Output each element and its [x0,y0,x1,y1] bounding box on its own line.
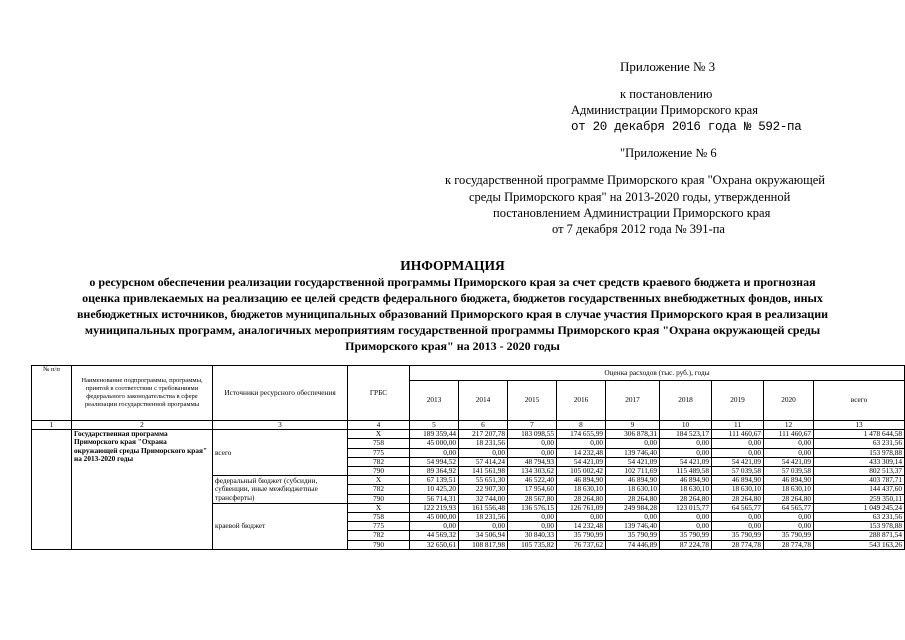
total-value-cell: 1 478 644,58 [814,430,905,439]
value-cell: 57 414,24 [459,457,508,466]
total-value-cell: 144 437,60 [814,485,905,494]
header-grbs: ГРБС [348,366,410,421]
title-line-2: оценка привлекаемых на реализацию ее целей средств федерального бюджета, бюджетов государственных внебюджетных фондов, иных [82,291,823,305]
value-cell: 74 446,89 [606,540,660,549]
column-number: 3 [213,421,348,430]
value-cell: 111 460,67 [764,430,814,439]
value-cell: 28 567,80 [508,494,557,503]
title-line-1: о ресурсном обеспечении реализации государственной программы Приморского края за счет средств краевого бюджета и прогнозная [89,275,816,289]
value-cell: 184 523,17 [660,430,712,439]
grbs-cell: 790 [348,540,410,549]
value-cell: 183 098,55 [508,430,557,439]
header-year: 2019 [712,381,764,421]
value-cell: 28 774,78 [764,540,814,549]
value-cell: 0,00 [660,522,712,531]
program-ref-line-3: постановлением Администрации Приморского края [493,206,771,220]
value-cell: 28 774,78 [712,540,764,549]
decree-ref-label: к постановлению [620,87,713,101]
grbs-cell: 782 [348,485,410,494]
value-cell: 46 894,90 [712,476,764,485]
grbs-cell: 782 [348,457,410,466]
value-cell: 56 714,31 [410,494,459,503]
column-number: 1 [32,421,72,430]
value-cell: 0,00 [764,448,814,457]
column-number: 12 [764,421,814,430]
value-cell: 46 894,90 [557,476,606,485]
grbs-cell: 775 [348,448,410,457]
value-cell: 89 364,92 [410,467,459,476]
value-cell: 18 630,10 [606,485,660,494]
header-year: 2013 [410,381,459,421]
value-cell: 46 894,90 [764,476,814,485]
value-cell: 0,00 [712,439,764,448]
title-line-4: муниципальных программ, аналогичных мероприятиям государственной программы Приморского края "Охрана окружающей среды [84,323,821,337]
value-cell: 0,00 [712,513,764,522]
total-value-cell: 802 513,37 [814,467,905,476]
value-cell: 139 746,40 [606,522,660,531]
value-cell: 0,00 [660,513,712,522]
appendix-3-label: Приложение № 3 [620,59,716,74]
value-cell: 57 039,58 [764,467,814,476]
value-cell: 28 264,80 [606,494,660,503]
header-year: 2020 [764,381,814,421]
value-cell: 18 630,10 [557,485,606,494]
value-cell: 22 907,30 [459,485,508,494]
value-cell: 18 630,10 [764,485,814,494]
grbs-cell: X [348,503,410,512]
source-federal-cell: федеральный бюджет (субсидии, субвенции, иные межбюджетные трансферты) [213,476,348,504]
value-cell: 54 421,09 [606,457,660,466]
total-value-cell: 288 871,54 [814,531,905,540]
header-funding-source: Источники ресурсного обеспечения [213,366,348,421]
grbs-cell: 758 [348,439,410,448]
value-cell: 0,00 [459,448,508,457]
value-cell: 30 840,33 [508,531,557,540]
value-cell: 0,00 [606,439,660,448]
program-ref-line-2: среды Приморского края" на 2013-2020 годы, утвержденной [469,190,791,204]
value-cell: 87 224,78 [660,540,712,549]
value-cell: 174 655,99 [557,430,606,439]
value-cell: 32 650,61 [410,540,459,549]
value-cell: 28 264,80 [764,494,814,503]
total-value-cell: 259 350,11 [814,494,905,503]
value-cell: 54 421,09 [660,457,712,466]
header-year: 2017 [606,381,660,421]
value-cell: 55 651,30 [459,476,508,485]
value-cell: 35 790,99 [764,531,814,540]
value-cell: 54 421,09 [764,457,814,466]
value-cell: 10 425,20 [410,485,459,494]
column-number: 4 [348,421,410,430]
value-cell: 105 002,42 [557,467,606,476]
total-value-cell: 1 049 245,24 [814,503,905,512]
header-year: 2018 [660,381,712,421]
value-cell: 134 303,62 [508,467,557,476]
value-cell: 0,00 [712,522,764,531]
value-cell: 34 506,94 [459,531,508,540]
value-cell: 35 790,99 [660,531,712,540]
grbs-cell: 775 [348,522,410,531]
value-cell: 17 954,60 [508,485,557,494]
value-cell: 0,00 [508,522,557,531]
value-cell: 18 231,56 [459,513,508,522]
value-cell: 67 139,51 [410,476,459,485]
column-number: 8 [557,421,606,430]
header-number: № п/п [32,366,72,421]
value-cell: 57 039,58 [712,467,764,476]
value-cell: 0,00 [557,513,606,522]
value-cell: 161 556,48 [459,503,508,512]
value-cell: 18 231,56 [459,439,508,448]
value-cell: 28 264,80 [660,494,712,503]
value-cell: 0,00 [410,448,459,457]
value-cell: 46 894,90 [606,476,660,485]
total-value-cell: 153 978,88 [814,448,905,457]
value-cell: 64 565,77 [712,503,764,512]
value-cell: 0,00 [660,439,712,448]
document-title: ИНФОРМАЦИЯ [400,258,505,273]
column-number: 5 [410,421,459,430]
decree-date-stamp: от 20 декабря 2016 года № 592-па [571,120,802,134]
grbs-cell: 782 [348,531,410,540]
value-cell: 0,00 [557,439,606,448]
value-cell: 18 630,10 [660,485,712,494]
value-cell: 35 790,99 [557,531,606,540]
value-cell: 105 735,82 [508,540,557,549]
value-cell: 48 794,93 [508,457,557,466]
grbs-cell: 790 [348,467,410,476]
header-year: 2015 [508,381,557,421]
value-cell: 122 219,93 [410,503,459,512]
grbs-cell: 758 [348,513,410,522]
value-cell: 217 207,78 [459,430,508,439]
grbs-cell: X [348,430,410,439]
grbs-cell: 790 [348,494,410,503]
source-total-cell: всего [213,430,348,476]
source-regional-cell: краевой бюджет [213,503,348,549]
value-cell: 111 460,67 [712,430,764,439]
column-number: 2 [72,421,213,430]
column-number: 10 [660,421,712,430]
column-number: 13 [814,421,905,430]
value-cell: 108 817,98 [459,540,508,549]
header-estimate: Оценка расходов (тыс. руб.), годы [410,366,905,381]
value-cell: 54 994,52 [410,457,459,466]
value-cell: 32 744,00 [459,494,508,503]
value-cell: 123 015,77 [660,503,712,512]
value-cell: 0,00 [660,448,712,457]
header-total: всего [814,381,905,421]
value-cell: 141 561,98 [459,467,508,476]
appendix-6-label: "Приложение № 6 [620,146,717,160]
table-row [32,430,905,439]
value-cell: 136 576,15 [508,503,557,512]
value-cell: 45 000,00 [410,513,459,522]
value-cell: 249 984,28 [606,503,660,512]
value-cell: 14 232,48 [557,448,606,457]
value-cell: 35 790,99 [712,531,764,540]
value-cell: 28 264,80 [712,494,764,503]
resource-table [31,365,905,550]
program-ref-line-4: от 7 декабря 2012 года № 391-па [552,222,725,236]
value-cell: 0,00 [410,522,459,531]
total-value-cell: 403 787,71 [814,476,905,485]
value-cell: 64 565,77 [764,503,814,512]
value-cell: 46 522,40 [508,476,557,485]
value-cell: 0,00 [508,439,557,448]
value-cell: 54 421,09 [557,457,606,466]
value-cell: 46 894,90 [660,476,712,485]
row-number-cell [32,430,72,550]
total-value-cell: 63 231,56 [814,439,905,448]
value-cell: 306 878,31 [606,430,660,439]
value-cell: 0,00 [508,448,557,457]
value-cell: 115 489,58 [660,467,712,476]
value-cell: 0,00 [459,522,508,531]
value-cell: 35 790,99 [606,531,660,540]
value-cell: 18 630,10 [712,485,764,494]
value-cell: 44 569,32 [410,531,459,540]
total-value-cell: 433 309,14 [814,457,905,466]
value-cell: 0,00 [764,439,814,448]
grbs-cell: X [348,476,410,485]
value-cell: 139 746,40 [606,448,660,457]
value-cell: 45 000,00 [410,439,459,448]
header-program-name: Наименование подпрограммы, программы, приятой в соответствии с требованиями федерального законодательства в сфере реализации государственной программы [72,366,213,421]
column-number: 6 [459,421,508,430]
value-cell: 126 761,09 [557,503,606,512]
table-body [32,430,905,550]
value-cell: 76 737,62 [557,540,606,549]
value-cell: 54 421,09 [712,457,764,466]
value-cell: 0,00 [764,522,814,531]
value-cell: 28 264,80 [557,494,606,503]
value-cell: 102 711,69 [606,467,660,476]
total-value-cell: 153 978,88 [814,522,905,531]
value-cell: 0,00 [712,448,764,457]
value-cell: 14 232,48 [557,522,606,531]
value-cell: 0,00 [764,513,814,522]
total-value-cell: 63 231,56 [814,513,905,522]
value-cell: 0,00 [606,513,660,522]
title-line-3: внебюджетных источников, бюджетов муниципальных образований Приморского края в случае участия Приморского края в реализации [76,307,829,321]
value-cell: 189 359,44 [410,430,459,439]
program-name-cell: Государственная программа Приморского края "Охрана окружающей среды Приморского края" на 2013-2020 годы [72,430,213,550]
total-value-cell: 543 163,26 [814,540,905,549]
column-number: 9 [606,421,660,430]
column-number: 11 [712,421,764,430]
header-year: 2014 [459,381,508,421]
value-cell: 0,00 [508,513,557,522]
title-line-5: Приморского края" на 2013 - 2020 годы [345,339,560,353]
column-number: 7 [508,421,557,430]
program-ref-line-1: к государственной программе Приморского края "Охрана окружающей [445,173,825,187]
header-year: 2016 [557,381,606,421]
administration-label: Администрации Приморского края [571,103,758,117]
